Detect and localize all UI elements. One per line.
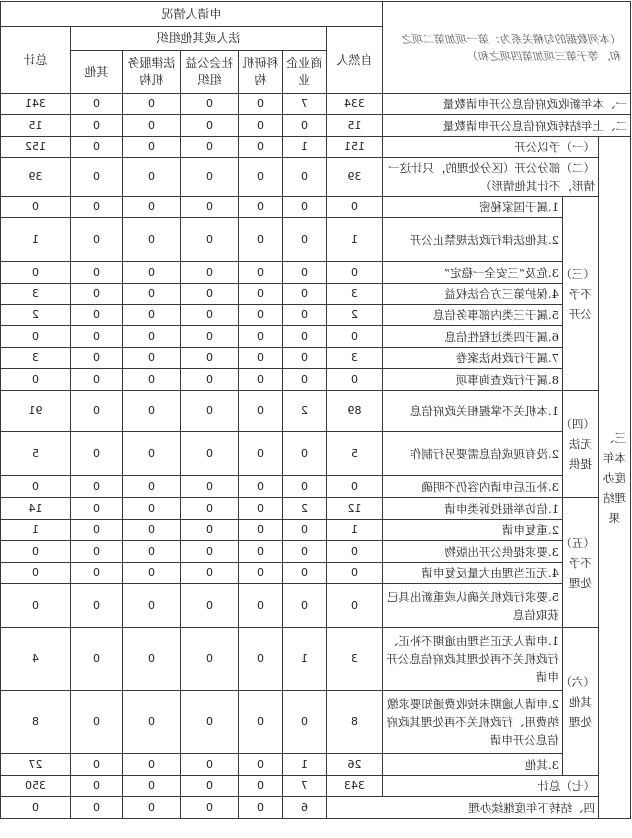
value-cell: 0 xyxy=(70,584,122,628)
value-cell: 0 xyxy=(180,137,238,158)
value-cell: 0 xyxy=(180,754,238,776)
row-g6-item xyxy=(0,628,630,691)
value-cell: 0 xyxy=(238,262,282,284)
value-cell: 0 xyxy=(180,218,238,262)
value-cell: 0 xyxy=(180,158,238,197)
value-cell: 0 xyxy=(122,218,180,262)
row-label: 1.属于国家秘密 xyxy=(382,197,562,218)
value-cell: 0 xyxy=(326,476,382,498)
value-cell: 3 xyxy=(326,348,382,369)
value-cell: 0 xyxy=(70,115,122,137)
value-cell: 0 xyxy=(70,754,122,776)
value-cell: 2 xyxy=(326,305,382,326)
value-cell: 3 xyxy=(0,284,70,305)
row-label: 3.补正后申请内容仍不明确 xyxy=(382,476,562,498)
value-cell: 0 xyxy=(122,391,180,432)
value-cell: 0 xyxy=(238,432,282,476)
value-cell: 0 xyxy=(122,797,180,819)
value-cell: 0 xyxy=(70,218,122,262)
mirrored-page xyxy=(0,1,632,838)
row-label: 3.要求提供公开出版物 xyxy=(382,541,562,563)
value-cell: 0 xyxy=(70,262,122,284)
value-cell: 15 xyxy=(0,115,70,137)
value-cell: 0 xyxy=(238,797,282,819)
row-label: （一）予以公开 xyxy=(382,137,598,158)
row-g3-item xyxy=(0,369,630,391)
value-cell: 0 xyxy=(282,563,326,584)
value-cell: 0 xyxy=(70,476,122,498)
value-cell: 0 xyxy=(70,197,122,218)
value-cell: 0 xyxy=(180,563,238,584)
value-cell: 0 xyxy=(70,520,122,541)
value-cell: 0 xyxy=(70,391,122,432)
value-cell: 0 xyxy=(282,284,326,305)
row-label: 1.信访举报投诉类申请 xyxy=(382,498,562,520)
row-label: 7.属于行政执法案卷 xyxy=(382,348,562,369)
legal-service-header: 法律服务机构 xyxy=(122,51,180,94)
value-cell: 0 xyxy=(70,94,122,115)
total-header: 总计 xyxy=(0,27,70,94)
value-cell: 0 xyxy=(122,498,180,520)
row-g4-item xyxy=(0,432,630,476)
value-cell: 0 xyxy=(122,776,180,797)
value-cell: 0 xyxy=(282,520,326,541)
value-cell: 0 xyxy=(70,369,122,391)
value-cell: 0 xyxy=(282,218,326,262)
value-cell: 1 xyxy=(0,520,70,541)
value-cell: 0 xyxy=(0,584,70,628)
value-cell: 5 xyxy=(326,432,382,476)
value-cell: 0 xyxy=(0,326,70,348)
row-label: 4.无正当理由大量反复申请 xyxy=(382,563,562,584)
value-cell: 0 xyxy=(122,432,180,476)
row-label: 3.其他 xyxy=(382,754,562,776)
value-cell: 0 xyxy=(180,520,238,541)
value-cell: 0 xyxy=(70,691,122,754)
value-cell: 89 xyxy=(326,391,382,432)
row-g3-item xyxy=(0,348,630,369)
value-cell: 0 xyxy=(180,348,238,369)
row-label: 5.要求行政机关确认或重新出具已获取信息 xyxy=(382,584,562,628)
natural-person-header: 自然人 xyxy=(326,27,382,94)
value-cell: 0 xyxy=(180,476,238,498)
value-cell: 0 xyxy=(282,197,326,218)
value-cell: 1 xyxy=(282,628,326,691)
value-cell: 0 xyxy=(122,94,180,115)
value-cell: 0 xyxy=(70,776,122,797)
value-cell: 1 xyxy=(326,520,382,541)
value-cell: 3 xyxy=(326,284,382,305)
value-cell: 39 xyxy=(0,158,70,197)
legal-group-header: 法人或其他组织 xyxy=(70,27,326,51)
value-cell: 0 xyxy=(282,326,326,348)
row-g2-partial xyxy=(0,158,630,197)
value-cell: 0 xyxy=(70,326,122,348)
value-cell: 0 xyxy=(282,584,326,628)
row-label: （七）总计 xyxy=(382,776,598,797)
value-cell: 0 xyxy=(238,158,282,197)
value-cell: 0 xyxy=(122,137,180,158)
value-cell: 0 xyxy=(70,137,122,158)
value-cell: 0 xyxy=(70,348,122,369)
value-cell: 0 xyxy=(326,262,382,284)
value-cell: 8 xyxy=(326,691,382,754)
value-cell: 0 xyxy=(70,305,122,326)
row-g5-item xyxy=(0,541,630,563)
value-cell: 0 xyxy=(282,476,326,498)
g5-label: （五）不予处理 xyxy=(563,498,599,628)
value-cell: 3 xyxy=(326,628,382,691)
value-cell: 0 xyxy=(122,305,180,326)
row-label: 2.重复申请 xyxy=(382,520,562,541)
value-cell: 7 xyxy=(282,94,326,115)
value-cell: 0 xyxy=(180,94,238,115)
row-g1-public xyxy=(0,137,630,158)
value-cell: 0 xyxy=(238,326,282,348)
value-cell: 0 xyxy=(180,115,238,137)
value-cell: 0 xyxy=(180,776,238,797)
value-cell: 1 xyxy=(0,218,70,262)
row-g5-item xyxy=(0,584,630,628)
value-cell: 0 xyxy=(0,797,70,819)
value-cell: 0 xyxy=(70,628,122,691)
row-g4-item xyxy=(0,476,630,498)
row-g3-item xyxy=(0,305,630,326)
value-cell: 0 xyxy=(238,476,282,498)
value-cell: 0 xyxy=(180,197,238,218)
value-cell: 0 xyxy=(282,369,326,391)
value-cell: 7 xyxy=(282,776,326,797)
value-cell: 334 xyxy=(326,94,382,115)
value-cell: 0 xyxy=(0,369,70,391)
value-cell: 0 xyxy=(0,262,70,284)
row-g6-item xyxy=(0,754,630,776)
row-label: 四、结转下年度继续办理 xyxy=(326,797,598,819)
value-cell: 0 xyxy=(122,326,180,348)
row-g5-item xyxy=(0,498,630,520)
value-cell: 0 xyxy=(0,197,70,218)
value-cell: 0 xyxy=(238,776,282,797)
value-cell: 0 xyxy=(122,369,180,391)
value-cell: 0 xyxy=(70,563,122,584)
value-cell: 91 xyxy=(0,391,70,432)
value-cell: 0 xyxy=(282,432,326,476)
row-label: 4.保护第三方合法权益 xyxy=(382,284,562,305)
value-cell: 0 xyxy=(238,541,282,563)
value-cell: 14 xyxy=(0,498,70,520)
value-cell: 0 xyxy=(238,691,282,754)
row-label: 3.危及“三安全一稳定” xyxy=(382,262,562,284)
row-new-applications xyxy=(0,94,630,115)
row-label: 1.本机关不掌握相关政府信息 xyxy=(382,391,562,432)
row-label: 8.属于行政查询事项 xyxy=(382,369,562,391)
value-cell: 0 xyxy=(0,541,70,563)
value-cell: 0 xyxy=(238,305,282,326)
row-g5-item xyxy=(0,563,630,584)
value-cell: 0 xyxy=(238,391,282,432)
row-g7-total xyxy=(0,776,630,797)
value-cell: 0 xyxy=(238,563,282,584)
value-cell: 0 xyxy=(122,520,180,541)
value-cell: 0 xyxy=(238,348,282,369)
commercial-enterprise-header: 商业企业 xyxy=(282,51,326,94)
row-g4-item xyxy=(0,391,630,432)
value-cell: 6 xyxy=(282,797,326,819)
value-cell: 0 xyxy=(122,754,180,776)
value-cell: 0 xyxy=(326,369,382,391)
row-carried-over xyxy=(0,115,630,137)
value-cell: 0 xyxy=(122,158,180,197)
value-cell: 0 xyxy=(70,284,122,305)
row-label: 5.属于三类内部事务信息 xyxy=(382,305,562,326)
value-cell: 0 xyxy=(282,262,326,284)
value-cell: 0 xyxy=(180,369,238,391)
research-institution-header: 科研机构 xyxy=(238,51,282,94)
row-label: 一、本年新收政府信息公开申请数量 xyxy=(382,94,630,115)
value-cell: 0 xyxy=(70,541,122,563)
value-cell: 1 xyxy=(326,218,382,262)
value-cell: 0 xyxy=(122,628,180,691)
row-g3-item xyxy=(0,218,630,262)
value-cell: 0 xyxy=(238,520,282,541)
value-cell: 2 xyxy=(0,305,70,326)
row-label: 1.申请人无正当理由逾期不补正、行政机关不再处理其政府信息公开申请 xyxy=(382,628,562,691)
value-cell: 0 xyxy=(326,197,382,218)
value-cell: 4 xyxy=(0,628,70,691)
value-cell: 0 xyxy=(282,158,326,197)
value-cell: 0 xyxy=(122,262,180,284)
row-g3-item xyxy=(0,284,630,305)
value-cell: 0 xyxy=(282,348,326,369)
value-cell: 0 xyxy=(180,628,238,691)
value-cell: 0 xyxy=(122,284,180,305)
value-cell: 0 xyxy=(70,797,122,819)
row-g6-item xyxy=(0,691,630,754)
value-cell: 0 xyxy=(180,262,238,284)
value-cell: 0 xyxy=(122,563,180,584)
value-cell: 152 xyxy=(0,137,70,158)
value-cell: 0 xyxy=(122,476,180,498)
value-cell: 0 xyxy=(180,305,238,326)
value-cell: 0 xyxy=(238,628,282,691)
value-cell: 0 xyxy=(0,476,70,498)
g3-label: （三）不予公开 xyxy=(563,197,599,391)
gov-info-disclosure-table xyxy=(0,1,631,819)
row-label: 2.没有现成信息需要另行制作 xyxy=(382,432,562,476)
section3-label: 三、本年度办理结果 xyxy=(599,137,631,819)
value-cell: 0 xyxy=(70,498,122,520)
note-cell: （本列数据的勾稽关系为：第一项加第二项之和，等于第三项加第四项之和） xyxy=(382,2,630,94)
row-g5-item xyxy=(0,520,630,541)
value-cell: 0 xyxy=(122,541,180,563)
value-cell: 0 xyxy=(0,563,70,584)
header-row-1 xyxy=(0,2,630,27)
g6-label: （六）其他处理 xyxy=(563,628,599,776)
value-cell: 0 xyxy=(180,584,238,628)
value-cell: 0 xyxy=(238,584,282,628)
value-cell: 0 xyxy=(282,305,326,326)
row-label: 2.申请人逾期未按收费通知要求缴纳费用、行政机关不再处理其政府信息公开申请 xyxy=(382,691,562,754)
value-cell: 0 xyxy=(180,326,238,348)
value-cell: 0 xyxy=(122,584,180,628)
value-cell: 0 xyxy=(238,94,282,115)
value-cell: 39 xyxy=(326,158,382,197)
value-cell: 0 xyxy=(282,115,326,137)
applicant-situation-header: 申请人情况 xyxy=(0,2,382,27)
row-label: 2.其他法律行政法规禁止公开 xyxy=(382,218,562,262)
value-cell: 0 xyxy=(238,284,282,305)
value-cell: 0 xyxy=(180,541,238,563)
g4-label: （四）无法提供 xyxy=(563,391,599,498)
value-cell: 151 xyxy=(326,137,382,158)
value-cell: 0 xyxy=(180,432,238,476)
row-carry-forward xyxy=(0,797,630,819)
value-cell: 27 xyxy=(0,754,70,776)
value-cell: 1 xyxy=(282,754,326,776)
value-cell: 15 xyxy=(326,115,382,137)
value-cell: 0 xyxy=(326,541,382,563)
value-cell: 0 xyxy=(70,158,122,197)
value-cell: 3 xyxy=(0,348,70,369)
value-cell: 0 xyxy=(180,498,238,520)
value-cell: 0 xyxy=(122,115,180,137)
value-cell: 0 xyxy=(180,797,238,819)
value-cell: 0 xyxy=(282,541,326,563)
value-cell: 0 xyxy=(180,391,238,432)
value-cell: 0 xyxy=(238,754,282,776)
value-cell: 0 xyxy=(238,218,282,262)
value-cell: 0 xyxy=(238,197,282,218)
value-cell: 350 xyxy=(0,776,70,797)
row-g3-item xyxy=(0,197,630,218)
value-cell: 0 xyxy=(180,284,238,305)
value-cell: 2 xyxy=(282,391,326,432)
value-cell: 1 xyxy=(282,137,326,158)
value-cell: 0 xyxy=(180,691,238,754)
row-label: 二、上年结转政府信息公开申请数量 xyxy=(382,115,630,137)
value-cell: 5 xyxy=(0,432,70,476)
row-label: （二）部分公开（区分处理的，只计这一情形，不计其他情形） xyxy=(382,158,598,197)
value-cell: 0 xyxy=(238,369,282,391)
other-header: 其他 xyxy=(70,51,122,94)
value-cell: 0 xyxy=(122,197,180,218)
value-cell: 341 xyxy=(0,94,70,115)
row-g3-item xyxy=(0,262,630,284)
value-cell: 0 xyxy=(122,691,180,754)
value-cell: 0 xyxy=(238,498,282,520)
row-g3-item xyxy=(0,326,630,348)
value-cell: 0 xyxy=(282,691,326,754)
value-cell: 0 xyxy=(122,348,180,369)
value-cell: 0 xyxy=(326,326,382,348)
value-cell: 0 xyxy=(238,115,282,137)
value-cell: 0 xyxy=(238,137,282,158)
value-cell: 0 xyxy=(326,584,382,628)
value-cell: 12 xyxy=(326,498,382,520)
social-welfare-header: 社会公益组织 xyxy=(180,51,238,94)
value-cell: 2 xyxy=(282,498,326,520)
value-cell: 0 xyxy=(70,432,122,476)
value-cell: 8 xyxy=(0,691,70,754)
value-cell: 343 xyxy=(326,776,382,797)
value-cell: 26 xyxy=(326,754,382,776)
value-cell: 0 xyxy=(326,563,382,584)
row-label: 6.属于四类过程性信息 xyxy=(382,326,562,348)
